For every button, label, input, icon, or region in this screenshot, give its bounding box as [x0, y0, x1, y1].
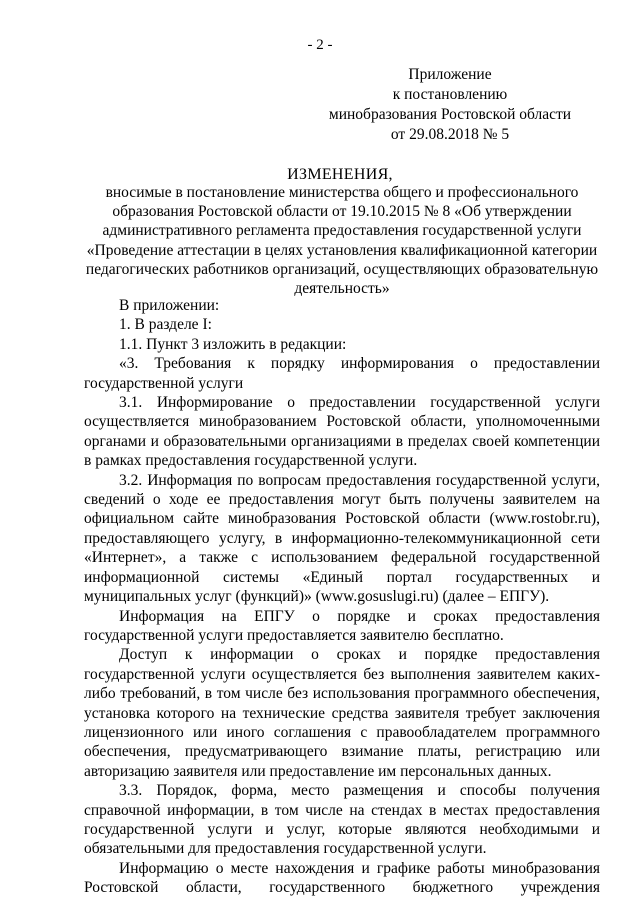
paragraph: Информация на ЕПГУ о порядке и сроках предоставления государственной услуги предоставляется заявителю бесплатно. [84, 607, 600, 644]
paragraph: 1.1. Пункт 3 изложить в редакции: [119, 335, 347, 353]
document-body [84, 296, 600, 898]
appendix-block [320, 65, 580, 145]
appendix-line-1: Приложение [408, 66, 492, 83]
appendix-line-3: минобразования Ростовской области [328, 106, 572, 123]
paragraph: «3. Требования к порядку информирования о предоставлении государственной услуги [84, 355, 600, 392]
appendix-line-2: к постановлению [392, 86, 508, 103]
page-number: - 2 - [307, 37, 333, 53]
paragraph: Информацию о месте нахождения и графике работы минобразования Ростовской области, государственного бюджетного учреждения [84, 859, 600, 897]
appendix-line-4: от 29.08.2018 № 5 [390, 126, 510, 143]
paragraph: 3.3. Порядок, форма, место размещения и способы получения справочной информации, в том числе на стендах в местах предоставления государственной услуги и услуг, которые являются необходимыми и обязательными для предоставления государственной услуги. [84, 782, 600, 858]
paragraph: 3.1. Информирование о предоставлении государственной услуги осуществляется минобразованием Ростовской области, уполномоченными органами и образовательными организациями в пределах своей компетенции в рамках предоставления государственной услуги. [84, 394, 600, 470]
document-subtitle: вносимые в постановление министерства общего и профессионального образования Ростовской области от 19.10.2015 № 8 «Об утверждении административного регламента предоставления государственной услуги «Проведение аттестации в целях установления квалификационной категории педагогических работников организаций, осуществляющих образовательную деятельность» [85, 184, 599, 298]
paragraph: Доступ к информации о сроках и порядке предоставления государственной услуги осуществляется без выполнения заявителем каких-либо требований, в том числе без использования программного обеспечения, установка которого на технические средства заявителя требует заключения лицензионного или иного соглашения с правообладателем программного обеспечения, предусматривающего взимание платы, регистрацию или авторизацию заявителя или предоставление им персональных данных. [84, 646, 600, 780]
paragraph: В приложении: [119, 297, 220, 314]
paragraph: 1. В разделе I: [119, 316, 212, 334]
document-heading: ИЗМЕНЕНИЯ, [287, 166, 393, 183]
paragraph: 3.2. Информация по вопросам предоставления государственной услуги, сведений о ходе ее предоставления могут быть получены заявителем на официальном сайте минобразования Ростовской области (www.rostobr.ru), предоставляющего услугу, в информационно-телекоммуникационной сети «Интернет», а также с использованием федеральной государственной информационной системы «Единый портал государственных и муниципальных услуг (функций)» (www.gosuslugi.ru) (далее – ЕПГУ). [84, 471, 600, 606]
